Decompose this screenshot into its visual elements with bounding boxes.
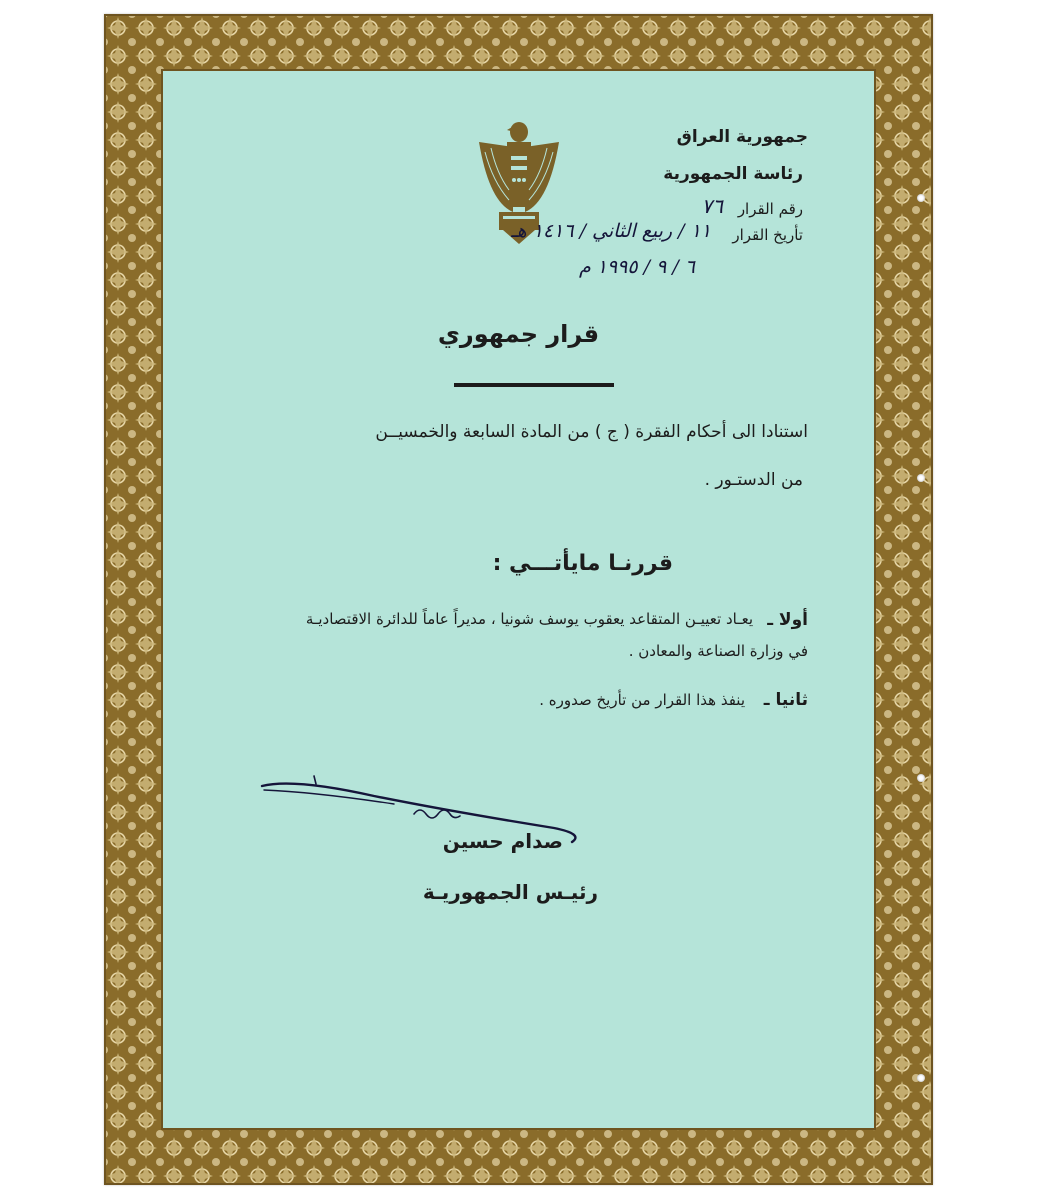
article-1-label: أولا ـ xyxy=(767,610,808,630)
preamble-line-1: استنادا الى أحكام الفقرة ( ج ) من المادة السابعة والخمسيــن xyxy=(375,422,808,442)
punch-hole xyxy=(917,474,925,482)
article-2-text: ينفذ هذا القرار من تأريخ صدوره . xyxy=(539,691,745,709)
decree-sheet xyxy=(104,14,933,1185)
decision-number-value: ٧٦ xyxy=(701,194,723,218)
punch-hole xyxy=(917,774,925,782)
country-heading: جمهورية العراق xyxy=(676,127,808,147)
article-1-text-line-1: يعـاد تعييـن المتقاعد يعقوب يوسف شونيا ، مديراً عاماً للدائرة الاقتصاديـة xyxy=(305,610,753,628)
article-1-text-line-2: في وزارة الصناعة والمعادن . xyxy=(628,642,808,660)
title-underline xyxy=(454,383,614,387)
office-heading: رئاسة الجمهورية xyxy=(663,164,803,184)
punch-hole xyxy=(917,1074,925,1082)
decision-date-hijri: ١١ / ربيع الثاني / ١٤١٦ هـ xyxy=(511,220,711,242)
preamble-line-2: من الدستـور . xyxy=(704,470,803,490)
punch-hole xyxy=(917,194,925,202)
article-2-label: ثانيا ـ xyxy=(763,690,808,710)
decision-date-gregorian: ٦ / ٩ / ١٩٩٥ م xyxy=(578,256,695,278)
decision-number-label: رقم القرار xyxy=(737,200,803,218)
signatory-name: صدام حسين xyxy=(442,829,563,853)
document-title: قرار جمهوري xyxy=(437,320,600,348)
decision-intro: قررنـا مايأتـــي : xyxy=(492,551,673,576)
decision-date-label: تأريخ القرار xyxy=(732,226,803,244)
signatory-title: رئيـس الجمهوريـة xyxy=(422,880,598,904)
